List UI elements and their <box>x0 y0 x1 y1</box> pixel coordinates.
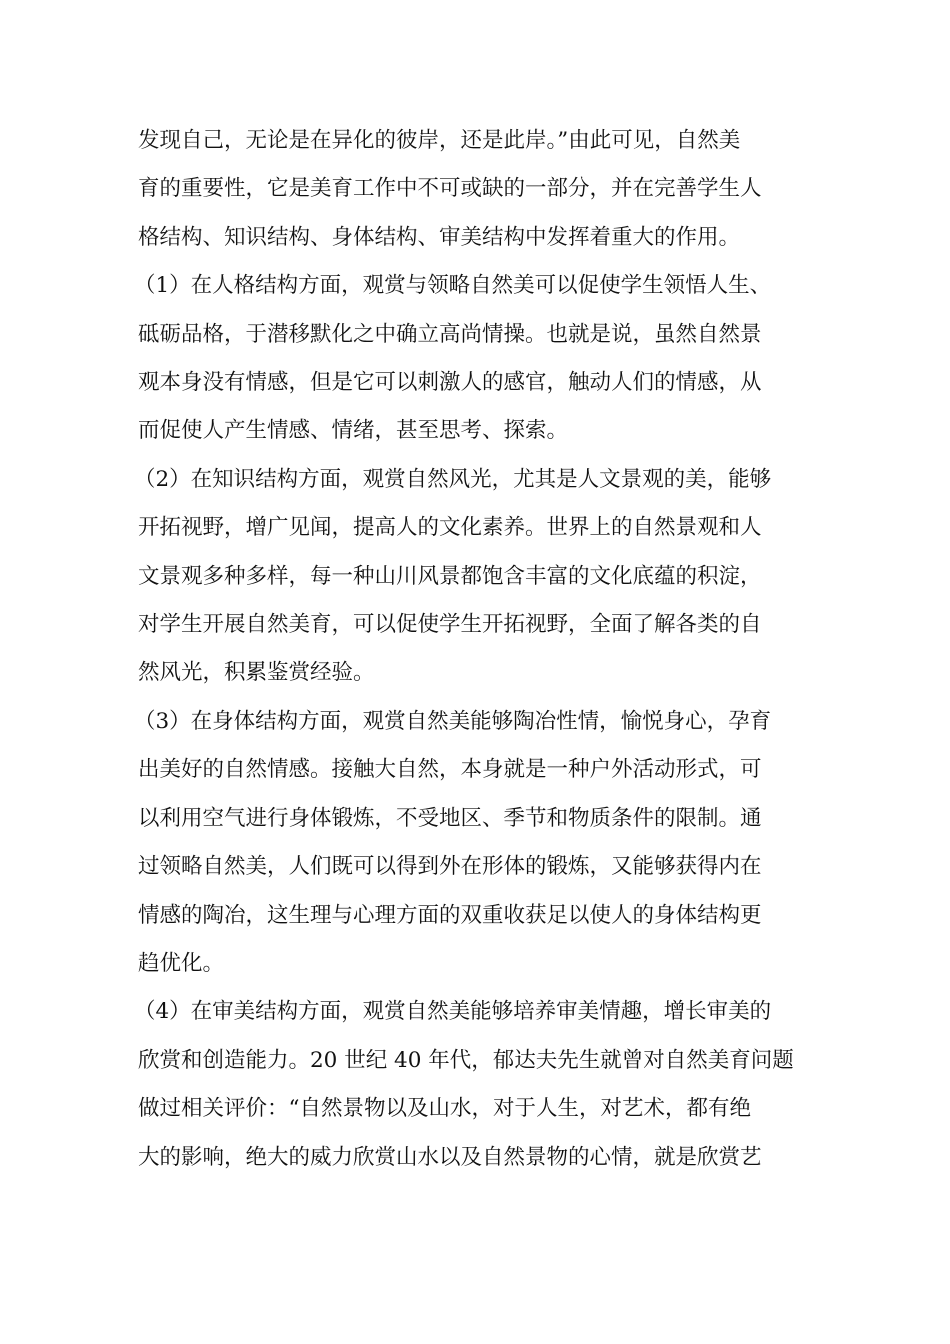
text-line: 观本身没有情感，但是它可以刺激人的感官，触动人们的情感，从 <box>138 370 762 396</box>
paragraph-point-1 <box>134 262 818 456</box>
text-line: （4）在审美结构方面，观赏自然美能够培养审美情趣，增长审美的 <box>134 999 772 1025</box>
text-line: 发现自己，无论是在异化的彼岸，还是此岸。”由此可见，自然美 <box>138 128 741 153</box>
text-line: 出美好的自然情感。接触大自然，本身就是一种户外活动形式，可 <box>138 757 762 783</box>
text-line: 对学生开展自然美育，可以促使学生开拓视野，全面了解各类的自 <box>138 612 762 638</box>
text-line: 文景观多种多样，每一种山川风景都饱含丰富的文化底蕴的积淀， <box>138 563 762 589</box>
text-line: 趋优化。 <box>138 950 225 976</box>
paragraph-point-3 <box>134 698 818 988</box>
text-line: 过领略自然美，人们既可以得到外在形体的锻炼，又能够获得内在 <box>138 854 762 880</box>
text-line: 格结构、知识结构、身体结构、审美结构中发挥着重大的作用。 <box>138 224 741 250</box>
text-line: （3）在身体结构方面，观赏自然美能够陶冶性情，愉悦身心，孕育 <box>134 708 772 734</box>
text-line: 然风光，积累鉴赏经验。 <box>138 660 375 686</box>
text-line: 做过相关评价：“自然景物以及山水，对于人生，对艺术，都有绝 <box>138 1096 751 1122</box>
paragraph-point-4 <box>134 988 818 1182</box>
text-line: 以利用空气进行身体锻炼，不受地区、季节和物质条件的限制。通 <box>138 805 762 831</box>
text-line: 开拓视野，增广见闻，提高人的文化素养。世界上的自然景观和人 <box>138 515 762 541</box>
paragraph-intro <box>138 117 818 262</box>
text-line: 大的影响，绝大的威力欣赏山水以及自然景物的心情，就是欣赏艺 <box>138 1144 762 1170</box>
body-text <box>134 117 818 1182</box>
text-line: 育的重要性，它是美育工作中不可或缺的一部分，并在完善学生人 <box>138 176 762 202</box>
text-line: 欣赏和创造能力。20 世纪 40 年代，郁达夫先生就曾对自然美育问题 <box>138 1047 794 1073</box>
text-line: （1）在人格结构方面，观赏与领略自然美可以促使学生领悟人生、 <box>134 273 772 299</box>
text-line: 砥砺品格，于潜移默化之中确立高尚情操。也就是说，虽然自然景 <box>138 321 762 347</box>
text-line: 而促使人产生情感、情绪，甚至思考、探索。 <box>138 418 569 444</box>
paragraph-point-2 <box>134 456 818 698</box>
text-line: （2）在知识结构方面，观赏自然风光，尤其是人文景观的美，能够 <box>134 466 772 492</box>
text-line: 情感的陶冶，这生理与心理方面的双重收获足以使人的身体结构更 <box>138 902 762 928</box>
